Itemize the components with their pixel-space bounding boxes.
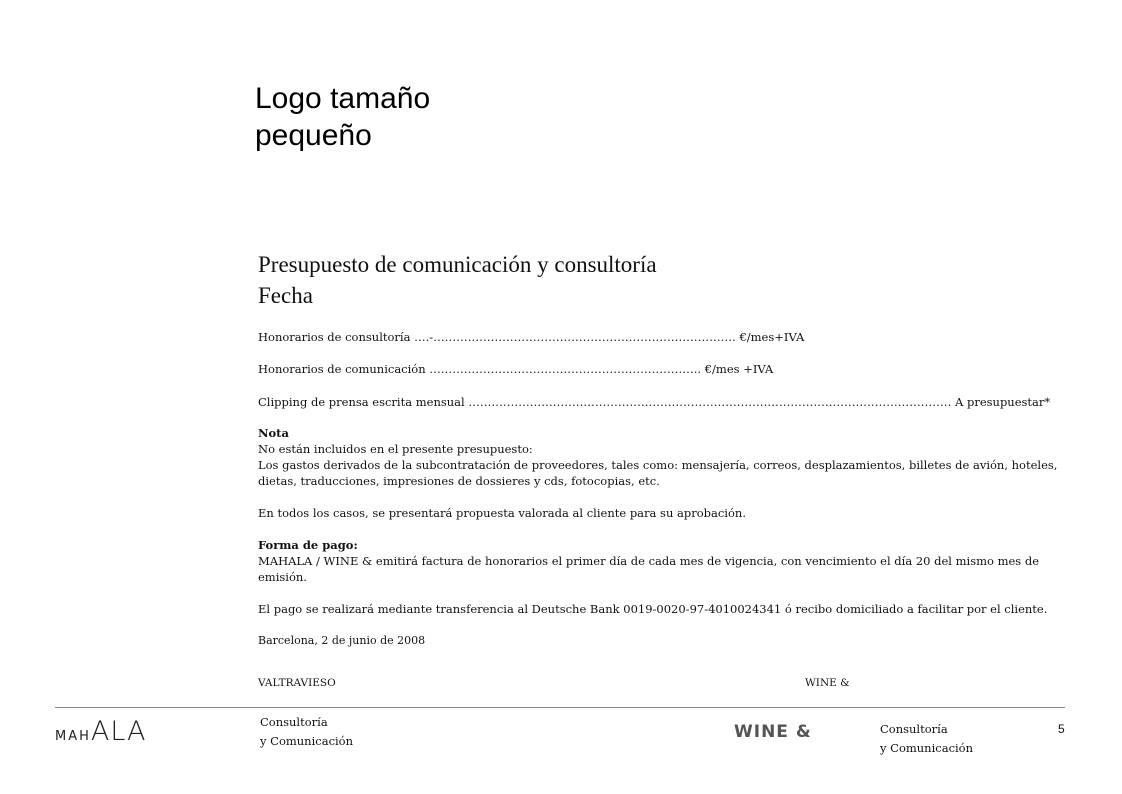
fee-communication: Honorarios de comunicación …………………………………………………………….. €/mes +IVA bbox=[258, 362, 774, 376]
mahala-logo bbox=[55, 716, 147, 747]
signature-left: VALTRAVIESO bbox=[258, 677, 336, 689]
document-title-line2: Fecha bbox=[258, 283, 313, 308]
payment-line: MAHALA / WINE & emitirá factura de honorarios el primer día de cada mes de vigencia, con vencimiento el día 20 del mismo mes de bbox=[258, 554, 1040, 568]
footer-left-caption bbox=[260, 713, 353, 751]
note-heading: Nota bbox=[258, 426, 289, 440]
mahala-logo-small: MAH bbox=[55, 729, 91, 744]
page-number: 5 bbox=[1058, 722, 1065, 736]
logo-placeholder-heading bbox=[255, 80, 430, 154]
footer-right-caption bbox=[880, 720, 973, 758]
note-line: No están incluidos en el presente presupuesto: bbox=[258, 442, 533, 456]
footer-left-line1: Consultoría bbox=[260, 715, 328, 729]
payment-heading: Forma de pago: bbox=[258, 538, 358, 552]
footer-right-line1: Consultoría bbox=[880, 722, 948, 736]
document-title bbox=[258, 249, 657, 311]
mahala-logo-big: ALA bbox=[90, 716, 147, 747]
footer-left-line2: y Comunicación bbox=[260, 734, 354, 748]
fee-consulting: Honorarios de consultoría ….-……………………………………………………………………. €/mes+IVA bbox=[258, 330, 805, 344]
footer-right-line2: y Comunicación bbox=[880, 741, 974, 755]
document-title-line1: Presupuesto de comunicación y consultoría bbox=[258, 252, 657, 277]
note-line: dietas, traducciones, impresiones de dossieres y cds, fotocopias, etc. bbox=[258, 474, 660, 488]
signature-right: WINE & bbox=[805, 677, 850, 689]
payment-line: El pago se realizará mediante transferencia al Deutsche Bank 0019-0020-97-4010024341 ó recibo domiciliado a facilitar por el cliente. bbox=[258, 602, 1048, 616]
note-section bbox=[258, 425, 1078, 617]
footer-divider bbox=[55, 707, 1065, 708]
wine-logo: WINE & bbox=[734, 722, 812, 742]
payment-line: emisión. bbox=[258, 570, 307, 584]
place-date: Barcelona, 2 de junio de 2008 bbox=[258, 634, 426, 647]
logo-heading-line2: pequeño bbox=[255, 119, 372, 152]
fee-clipping: Clipping de prensa escrita mensual ……………………………………………………………………………………………………………… A presupuestar* bbox=[258, 395, 1051, 409]
note-line: Los gastos derivados de la subcontratación de proveedores, tales como: mensajería, correos, desplazamientos, billetes de avión, hoteles, bbox=[258, 458, 1058, 472]
logo-heading-line1: Logo tamaño bbox=[255, 82, 431, 115]
note-line: En todos los casos, se presentará propuesta valorada al cliente para su aprobación. bbox=[258, 506, 746, 520]
